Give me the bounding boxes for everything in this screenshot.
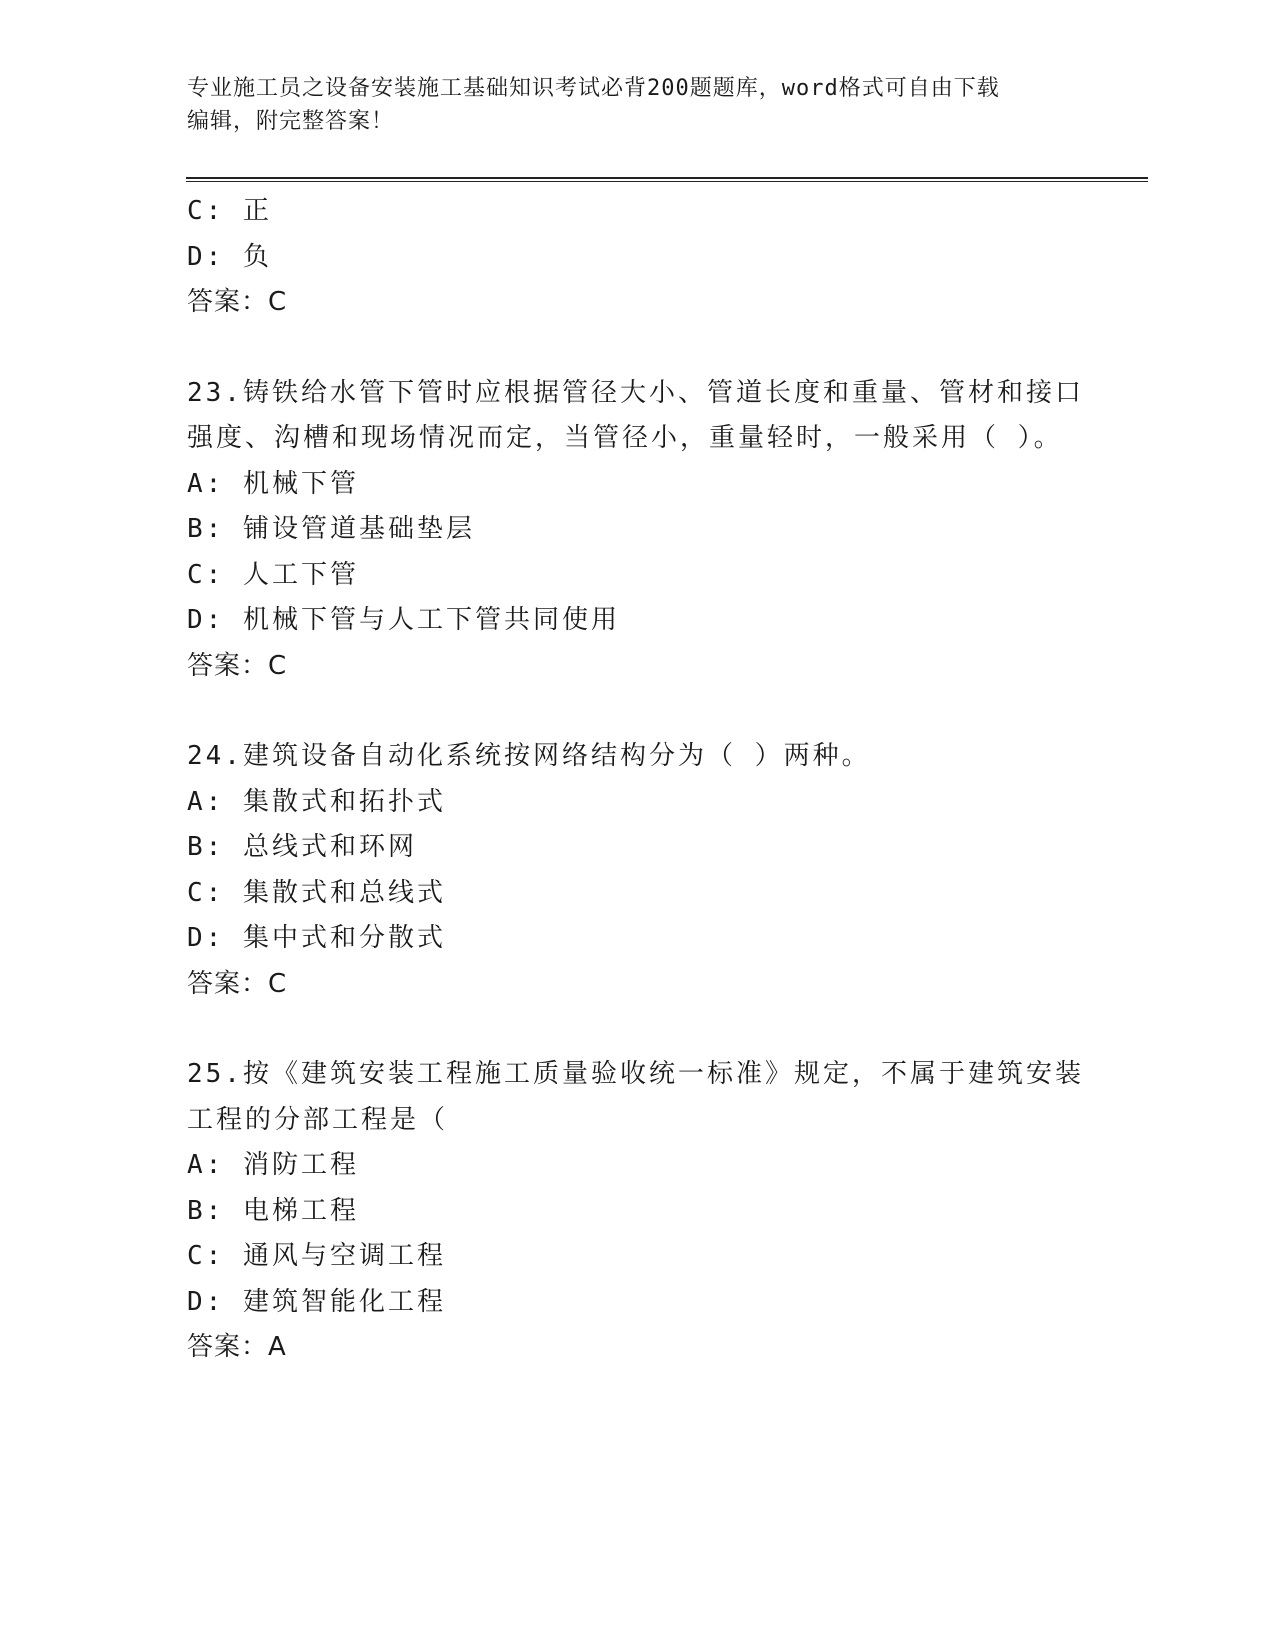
answer-line xyxy=(187,280,1087,326)
option-letter: D: xyxy=(187,241,225,272)
option-d xyxy=(187,916,1087,962)
question-25 xyxy=(187,1052,1087,1371)
option-text: 消防工程 xyxy=(242,1150,359,1180)
option-letter: C: xyxy=(187,559,225,590)
option-text: 机械下管与人工下管共同使用 xyxy=(242,605,620,635)
question-stem-line: 24.建筑设备自动化系统按网络结构分为（ ）两种。 xyxy=(187,741,871,771)
option-text: 集散式和拓扑式 xyxy=(242,786,446,817)
option-text: 正 xyxy=(242,196,272,226)
header-line-2: 编辑，附完整答案！ xyxy=(187,109,395,134)
option-letter: D: xyxy=(187,605,225,635)
question-stem-line: 25.按《建筑安装工程施工质量验收统一标准》规定，不属于建筑安装 xyxy=(187,1059,1084,1089)
option-letter: D: xyxy=(187,1286,225,1317)
option-c xyxy=(187,553,1087,599)
answer-label: 答案： xyxy=(187,287,269,317)
header-divider-thick xyxy=(186,177,1148,179)
option-text: 负 xyxy=(242,241,272,272)
option-text: 通风与空调工程 xyxy=(242,1241,446,1271)
answer-line xyxy=(187,644,1087,690)
question-23 xyxy=(187,371,1087,690)
header-divider-thin xyxy=(186,181,1148,182)
option-text: 人工下管 xyxy=(242,559,359,590)
option-letter: C: xyxy=(187,1241,225,1271)
question-stem-line: 23.铸铁给水管下管时应根据管径大小、管道长度和重量、管材和接口 xyxy=(187,377,1084,408)
answer-value: C xyxy=(268,968,288,999)
option-text: 铺设管道基础垫层 xyxy=(242,514,475,544)
option-letter: B: xyxy=(187,832,225,862)
option-letter: D: xyxy=(187,923,225,953)
option-letter: B: xyxy=(187,514,225,544)
question-spacer xyxy=(187,1007,1087,1052)
option-text: 建筑智能化工程 xyxy=(242,1286,446,1317)
option-b xyxy=(187,1189,1087,1235)
question-stem-line: 强度、沟槽和现场情况而定，当管径小，重量轻时，一般采用（ ）。 xyxy=(187,423,1063,453)
document-header xyxy=(187,72,1087,138)
question-24 xyxy=(187,734,1087,1007)
answer-line xyxy=(187,962,1087,1008)
option-text: 总线式和环网 xyxy=(242,832,417,862)
option-a xyxy=(187,462,1087,508)
option-text: 机械下管 xyxy=(242,468,359,499)
answer-label: 答案： xyxy=(187,968,269,999)
answer-label: 答案： xyxy=(187,650,269,681)
option-letter: B: xyxy=(187,1195,225,1226)
option-letter: A: xyxy=(187,468,225,499)
option-a xyxy=(187,1143,1087,1189)
option-text: 集散式和总线式 xyxy=(242,877,446,908)
option-letter: C: xyxy=(187,196,225,226)
option-d xyxy=(187,1280,1087,1326)
option-d xyxy=(187,235,1087,281)
option-letter: A: xyxy=(187,786,225,817)
answer-value: C xyxy=(268,650,288,681)
answer-value: A xyxy=(268,1332,287,1362)
answer-label: 答案： xyxy=(187,1332,269,1362)
question-22-continued xyxy=(187,189,1087,326)
option-text: 电梯工程 xyxy=(242,1195,359,1226)
question-stem-line: 工程的分部工程是（ xyxy=(187,1104,449,1135)
option-a xyxy=(187,780,1087,826)
question-spacer xyxy=(187,689,1087,734)
header-line-1: 专业施工员之设备安装施工基础知识考试必背200题题库，word格式可自由下载 xyxy=(187,76,1000,101)
answer-line xyxy=(187,1325,1087,1371)
option-b xyxy=(187,507,1087,553)
option-letter: A: xyxy=(187,1150,225,1180)
option-c xyxy=(187,871,1087,917)
answer-value: C xyxy=(268,287,288,317)
option-c xyxy=(187,189,1087,235)
option-b xyxy=(187,825,1087,871)
question-list xyxy=(187,189,1087,1371)
option-c xyxy=(187,1234,1087,1280)
option-d xyxy=(187,598,1087,644)
option-text: 集中式和分散式 xyxy=(242,923,446,953)
option-letter: C: xyxy=(187,877,225,908)
question-spacer xyxy=(187,326,1087,371)
